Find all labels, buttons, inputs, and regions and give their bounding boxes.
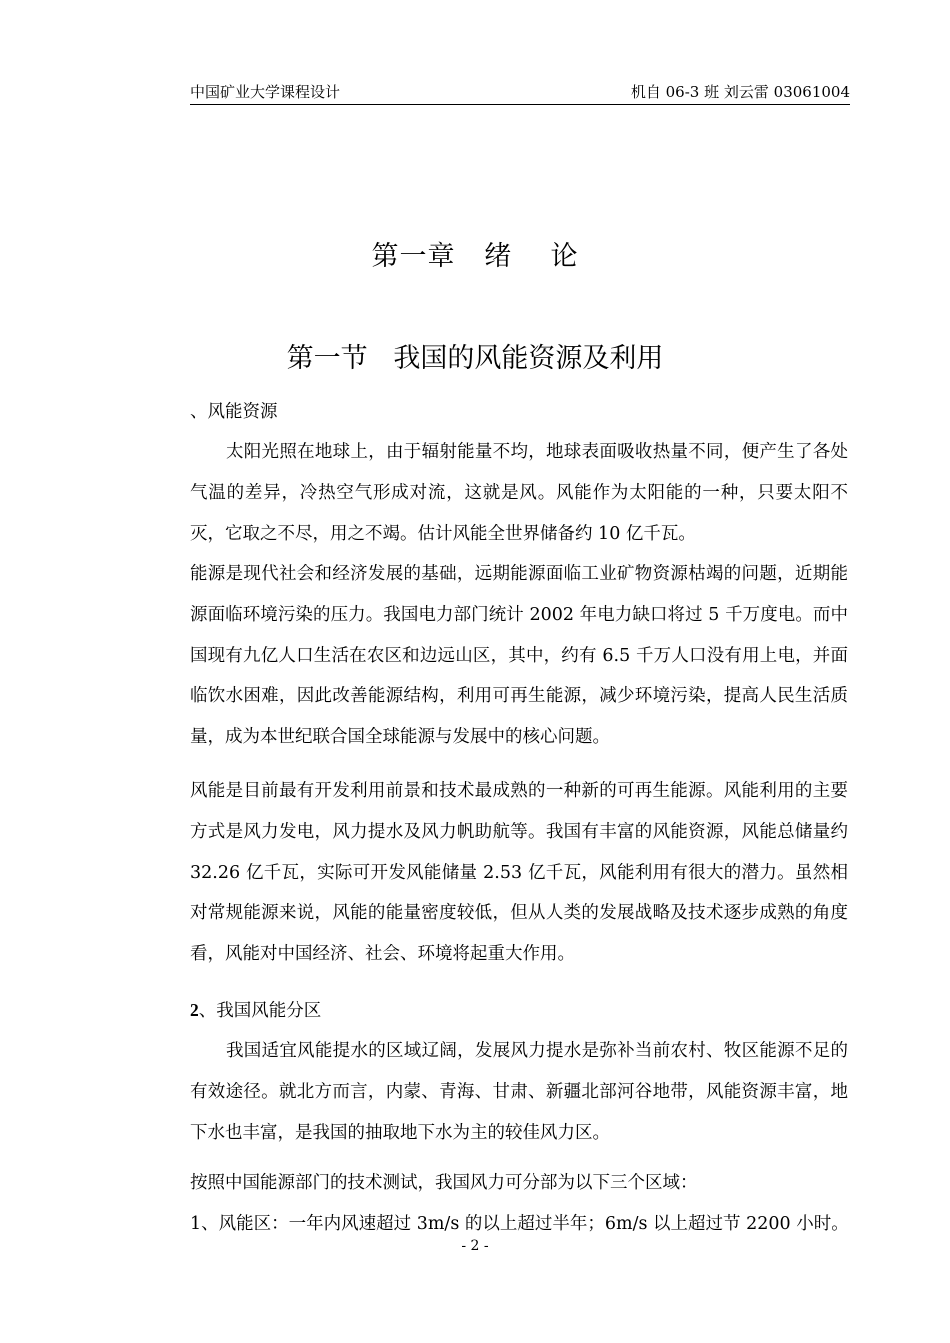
header-author: 机自 06-3 班 刘云雷 03061004: [630, 83, 850, 101]
subsection-heading-wind-zones: [190, 997, 321, 1022]
subsection-heading-wind-resources: 、风能资源: [190, 402, 278, 422]
paragraph-wind-pumping: 我国适宜风能提水的区域辽阔，发展风力提水是弥补当前农村、牧区能源不足的有效途径。就北方而言，内蒙、青海、甘肃、新疆北部河谷地带，风能资源丰富，地下水也丰富，是我国的抽取地下水为主的较佳风力区。: [190, 1041, 848, 1143]
paragraph-solar-wind: 太阳光照在地球上，由于辐射能量不均，地球表面吸收热量不同，便产生了各处气温的差异，冷热空气形成对流，这就是风。风能作为太阳能的一种，只要太阳不灭，它取之不尽，用之不竭。估计风能全世界储备约 10 亿千瓦。: [190, 442, 848, 544]
list-item-zone-1: 1、风能区：一年内风速超过 3m/s 的以上超过半年；6m/s 以上超过节 2200 小时。: [190, 1214, 849, 1234]
subsection-title: 、我国风能分区: [198, 1001, 322, 1021]
page-header: [190, 80, 850, 105]
paragraph-wind-potential: 风能是目前最有开发利用前景和技术最成熟的一种新的可再生能源。风能利用的主要方式是风力发电，风力提水及风力帆助航等。我国有丰富的风能资源，风能总储量约 32.26 亿千瓦，实际可开发风能储量 2.53 亿千瓦，风能利用有很大的潜力。虽然相对常规能源来说，风能的能量密度较低，但从人类的发展战略及技术逐步成熟的角度看，风能对中国经济、社会、环境将起重大作用。: [190, 781, 848, 965]
page-number: - 2 -: [461, 1238, 489, 1254]
paragraph-energy-basis: 能源是现代社会和经济发展的基础，远期能源面临工业矿物资源枯竭的问题，近期能源面临环境污染的压力。我国电力部门统计 2002 年电力缺口将过 5 千万度电。而中国现有九亿人口生活在农区和边远山区，其中，约有 6.5 千万人口没有用上电，并面临饮水困难，因此改善能源结构，利用可再生能源，减少环境污染，提高人民生活质量，成为本世纪联合国全球能源与发展中的核心问题。: [190, 564, 848, 748]
section-title: 第一节 我国的风能资源及利用: [286, 343, 664, 374]
chapter-title: 第一章 绪 论: [371, 241, 579, 272]
paragraph-zone-intro: 按照中国能源部门的技术测试，我国风力可分部为以下三个区域：: [190, 1173, 698, 1193]
subsection-number: 2: [190, 1000, 199, 1020]
header-course: 中国矿业大学课程设计: [190, 83, 341, 101]
